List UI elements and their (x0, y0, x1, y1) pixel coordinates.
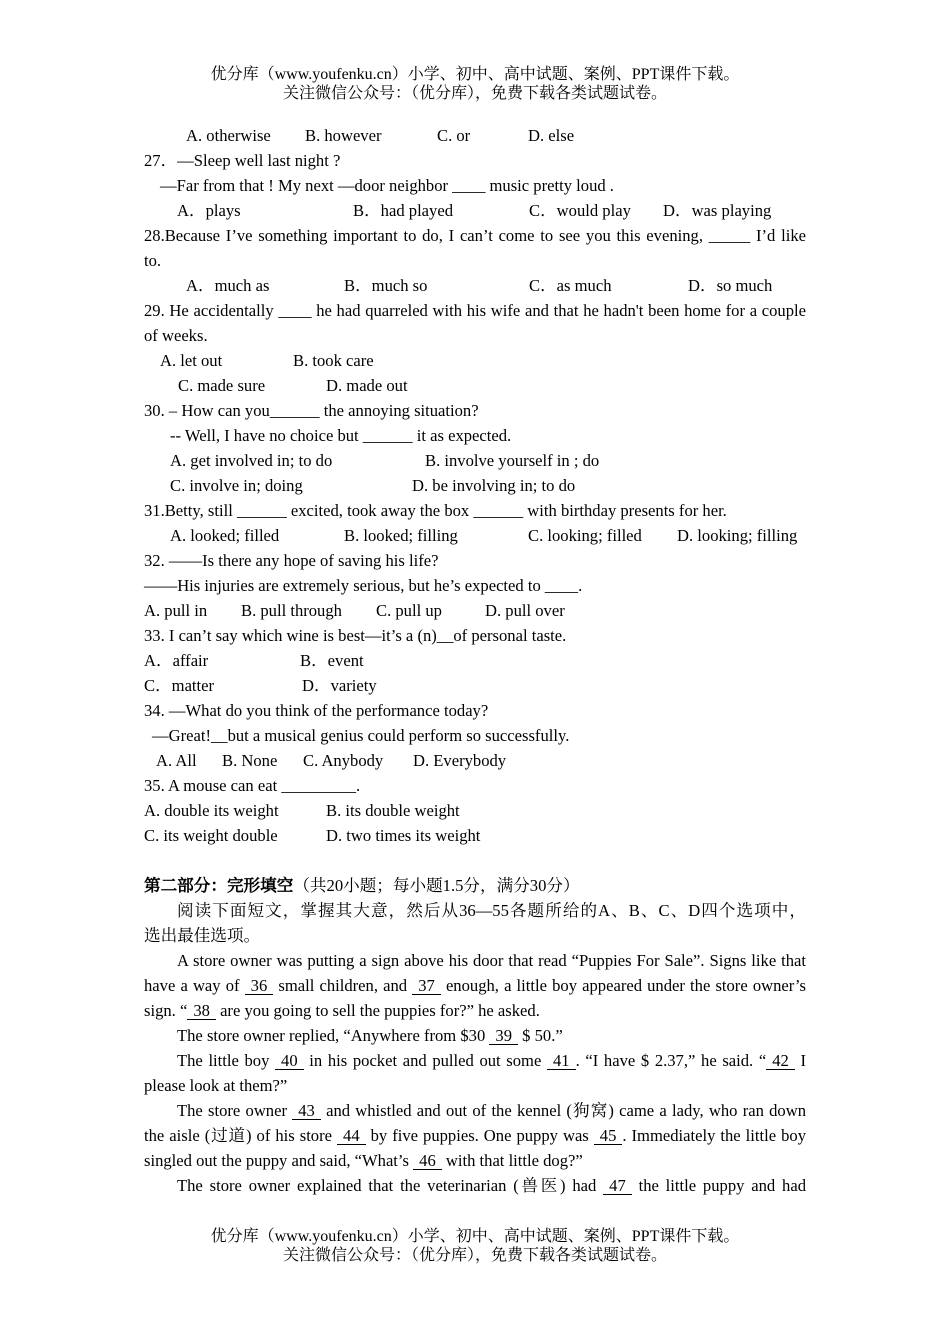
passage-text: small children, and (273, 976, 413, 995)
q31-stem: 31.Betty, still ______ excited, took away the box ______ with birthday presents for her. (144, 501, 727, 520)
q32-option-d: D. pull over (485, 601, 565, 620)
passage-line-2 (0, 973, 950, 998)
q26-option-d: D. else (528, 126, 575, 145)
q35-options-cd (0, 823, 950, 848)
q35-option-b: B. its double weight (326, 801, 460, 820)
passage-line-6-text: please look at them?” (144, 1076, 288, 1095)
passage-line-6 (0, 1073, 950, 1098)
q27-reply-line (0, 173, 950, 198)
part2-heading-line (0, 873, 950, 898)
passage-text: $ 50.” (518, 1026, 563, 1045)
passage-line-8 (0, 1123, 950, 1148)
q32-stem: 32. ——Is there any hope of saving his life? (144, 551, 439, 570)
q34-reply-line (0, 723, 950, 748)
q33-option-b: B．event (300, 651, 364, 670)
q33-stem: 33. I can’t say which wine is best—it’s a (n)__of personal taste. (144, 626, 567, 645)
q35-stem-line (0, 773, 950, 798)
q35-stem: 35. A mouse can eat _________. (144, 776, 361, 795)
q28-stem-part-2: to. (144, 251, 162, 270)
passage-text: are you going to sell the puppies for?” he asked. (215, 1001, 540, 1020)
q30-reply: -- Well, I have no choice but ______ it as expected. (170, 426, 512, 445)
blank-41: 41 (547, 1053, 576, 1070)
blank-40: 40 (275, 1053, 304, 1070)
q34-option-b: B. None (222, 751, 278, 770)
passage-text: . “I have $ 2.37,” he said. “ (575, 1051, 767, 1070)
passage-line-1-text (177, 948, 806, 973)
q35-option-d: D. two times its weight (326, 826, 481, 845)
passage-text: enough, a little boy appeared under the store owner’s (440, 976, 806, 995)
q29-options-ab (0, 348, 950, 373)
q34-options (0, 748, 950, 773)
q33-option-a: A．affair (144, 651, 209, 670)
header-site-line: 优分库（www.youfenku.cn）小学、初中、高中试题、案例、PPT课件下载。 (210, 66, 740, 83)
passage-text: have a way of (144, 976, 245, 995)
q31-option-c: C. looking; filled (528, 526, 642, 545)
q29-stem-line-1 (0, 298, 950, 323)
part2-instructions-part-1: 阅读下面短文，掌握其大意，然后从36—55各题所给的A、B、C、D四个选项中， (177, 901, 806, 920)
passage-line-2-text (144, 973, 806, 998)
q29-option-b: B. took care (293, 351, 374, 370)
blank-38: 38 (187, 1003, 216, 1020)
q29-stem-line-2 (0, 323, 950, 348)
passage-text: in his pocket and pulled out some (303, 1051, 547, 1070)
q28-option-a: A．much as (186, 276, 270, 295)
q31-option-a: A. looked; filled (170, 526, 280, 545)
q33-options-cd (0, 673, 950, 698)
page-header (0, 65, 950, 103)
blank-45: 45 (594, 1128, 623, 1145)
q31-option-d: D. looking; filling (677, 526, 798, 545)
part2-instructions-part-2: 选出最佳选项。 (144, 926, 261, 945)
q35-option-a: A. double its weight (144, 801, 279, 820)
q32-reply: ——His injuries are extremely serious, but he’s expected to ____. (144, 576, 583, 595)
q29-option-c: C. made sure (178, 376, 266, 395)
q28-stem-line-2 (0, 248, 950, 273)
q26-option-b: B. however (305, 126, 382, 145)
q26-option-c: C. or (437, 126, 471, 145)
q29-stem-part-1: 29. He accidentally ____ he had quarreled with his wife and that he hadn't been home for a couple (144, 301, 806, 320)
passage-line-4 (0, 1023, 950, 1048)
part2-instructions-line-1 (0, 898, 950, 923)
part2-heading-title: 第二部分：完形填空 (144, 876, 294, 895)
passage-line-4-text (177, 1023, 563, 1048)
passage-text: the little puppy and had (631, 1176, 806, 1195)
q34-option-c: C. Anybody (303, 751, 384, 770)
passage-line-7 (0, 1098, 950, 1123)
q26-option-a: A. otherwise (186, 126, 271, 145)
footer-wechat-line: 关注微信公众号：（优分库），免费下载各类试题试卷。 (282, 1247, 667, 1264)
passage-text: I (794, 1051, 806, 1070)
q32-options (0, 598, 950, 623)
header-wechat-line: 关注微信公众号：（优分库），免费下载各类试题试卷。 (282, 85, 667, 102)
passage-text: by five puppies. One puppy was (365, 1126, 594, 1145)
blank-47: 47 (603, 1178, 632, 1195)
q34-reply: —Great!__but a musical genius could perform so successfully. (152, 726, 570, 745)
exam-content (0, 123, 950, 1198)
q27-option-d: D．was playing (663, 201, 772, 220)
q30-stem-line (0, 398, 950, 423)
q27-stem: 27．—Sleep well last night ? (144, 151, 341, 170)
passage-line-1 (0, 948, 950, 973)
page-footer (0, 1227, 950, 1265)
passage-text: sign. “ (144, 1001, 188, 1020)
q35-option-c: C. its weight double (144, 826, 278, 845)
q28-options (0, 273, 950, 298)
q34-option-a: A. All (156, 751, 197, 770)
blank-42: 42 (766, 1053, 795, 1070)
footer-site-line: 优分库（www.youfenku.cn）小学、初中、高中试题、案例、PPT课件下载。 (210, 1228, 740, 1245)
q28-stem-line-1 (0, 223, 950, 248)
passage-text: and whistled and out of the kennel (狗窝) came a lady, who ran down (320, 1101, 806, 1120)
q30-options-cd (0, 473, 950, 498)
blank-37: 37 (412, 978, 441, 995)
q30-option-d: D. be involving in; to do (412, 476, 576, 495)
passage-line-10-text (177, 1173, 806, 1198)
q32-option-b: B. pull through (241, 601, 342, 620)
q27-reply: —Far from that ! My next —door neighbor ____ music pretty loud . (160, 176, 614, 195)
passage-text: the aisle (过道) of his store (144, 1126, 338, 1145)
passage-line-8-text (144, 1123, 806, 1148)
passage-text: A store owner was putting a sign above his door that read “Puppies For Sale”. Signs like that (177, 951, 806, 970)
q29-option-a: A. let out (160, 351, 223, 370)
passage-line-5-text (177, 1048, 806, 1073)
q27-option-c: C．would play (529, 201, 631, 220)
q35-options-ab (0, 798, 950, 823)
q34-option-d: D. Everybody (413, 751, 507, 770)
q34-stem-line (0, 698, 950, 723)
q27-option-a: A．plays (177, 201, 241, 220)
q32-option-a: A. pull in (144, 601, 208, 620)
q28-option-b: B．much so (344, 276, 428, 295)
passage-line-9 (0, 1148, 950, 1173)
passage-text: The store owner (177, 1101, 293, 1120)
q30-option-b: B. involve yourself in ; do (425, 451, 600, 470)
passage-text: with that little dog?” (441, 1151, 583, 1170)
blank-46: 46 (413, 1153, 442, 1170)
q33-option-d: D．variety (302, 676, 377, 695)
part2-instructions-line-2 (0, 923, 950, 948)
blank-39: 39 (489, 1028, 518, 1045)
passage-line-3-text (144, 998, 540, 1023)
q28-stem-part-1: 28.Because I’ve something important to do, I can’t come to see you this evening, _____ I’d like (144, 226, 806, 245)
q31-option-b: B. looked; filling (344, 526, 458, 545)
section-spacer (0, 848, 950, 873)
blank-44: 44 (337, 1128, 366, 1145)
q33-option-c: C．matter (144, 676, 215, 695)
q30-option-a: A. get involved in; to do (170, 451, 333, 470)
q27-option-b: B．had played (353, 201, 453, 220)
part2-heading-scoring: （共20小题；每小题1.5分，满分30分） (293, 876, 580, 895)
passage-line-10 (0, 1173, 950, 1198)
q29-option-d: D. made out (326, 376, 408, 395)
q31-stem-line (0, 498, 950, 523)
passage-text: The little boy (177, 1051, 276, 1070)
blank-36: 36 (245, 978, 274, 995)
q32-reply-line (0, 573, 950, 598)
q30-reply-line (0, 423, 950, 448)
q31-options (0, 523, 950, 548)
passage-text: . Immediately the little boy (622, 1126, 807, 1145)
passage-text: The store owner replied, “Anywhere from $30 (177, 1026, 490, 1045)
q28-option-c: C．as much (529, 276, 612, 295)
passage-text: singled out the puppy and said, “What’s (144, 1151, 414, 1170)
q30-stem: 30. – How can you______ the annoying situation? (144, 401, 479, 420)
q32-option-c: C. pull up (376, 601, 442, 620)
passage-line-3 (0, 998, 950, 1023)
q30-options-ab (0, 448, 950, 473)
passage-line-9-text (144, 1148, 583, 1173)
q30-option-c: C. involve in; doing (170, 476, 303, 495)
q29-options-cd (0, 373, 950, 398)
blank-43: 43 (292, 1103, 321, 1120)
passage-text: The store owner explained that the veterinarian (兽医) had (177, 1176, 604, 1195)
q34-stem: 34. —What do you think of the performance today? (144, 701, 489, 720)
q27-options (0, 198, 950, 223)
q33-options-ab (0, 648, 950, 673)
passage-line-7-text (177, 1098, 806, 1123)
passage-line-5 (0, 1048, 950, 1073)
q28-option-d: D．so much (688, 276, 773, 295)
q33-stem-line (0, 623, 950, 648)
q26-options (0, 123, 950, 148)
q27-stem-line (0, 148, 950, 173)
q32-stem-line (0, 548, 950, 573)
part2-heading (144, 873, 580, 898)
q29-stem-part-2: of weeks. (144, 326, 208, 345)
